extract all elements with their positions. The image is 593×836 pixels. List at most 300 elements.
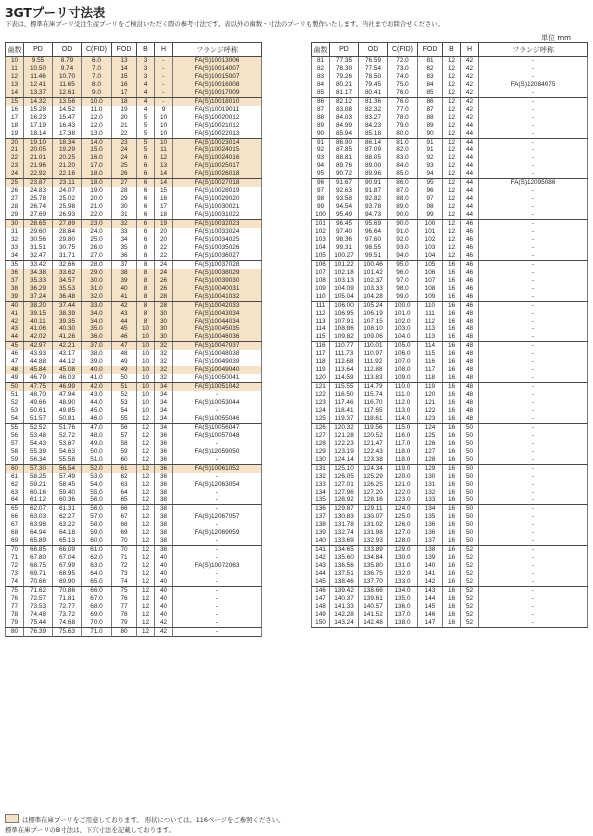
table-row: [6, 65, 262, 73]
cell-od: 112.88: [359, 366, 388, 374]
cell-fod: 84: [418, 81, 443, 89]
cell-fod: 73: [112, 570, 137, 578]
cell-h: 46: [461, 228, 479, 236]
cell-h: 10: [155, 130, 173, 138]
cell-h: 44: [461, 195, 479, 203]
table-row: [312, 554, 588, 562]
cell-pd: 98.36: [330, 236, 359, 244]
cell-flange: -: [479, 73, 588, 81]
cell-teeth: 142: [312, 554, 330, 562]
cell-flange: -: [479, 138, 588, 146]
cell-teeth: 96: [312, 179, 330, 187]
cell-teeth: 24: [6, 170, 24, 178]
cell-h: 44: [461, 138, 479, 146]
cell-od: 136.75: [359, 570, 388, 578]
cell-fod: 35: [112, 244, 137, 252]
cell-flange: -: [173, 603, 262, 611]
cell-cfid: 73.0: [388, 65, 418, 73]
table-row: [312, 333, 588, 341]
cell-od: 15.47: [53, 114, 82, 122]
cell-flange: -: [479, 481, 588, 489]
cell-b: 12: [137, 537, 155, 545]
cell-od: 121.47: [359, 440, 388, 448]
cell-flange: -: [173, 473, 262, 481]
cell-cfid: 44.0: [82, 399, 112, 407]
cell-b: 12: [443, 146, 461, 154]
cell-h: 34: [155, 383, 173, 391]
cell-cfid: 14.0: [82, 138, 112, 146]
cell-od: 19.29: [53, 146, 82, 154]
cell-fod: 80: [112, 627, 137, 636]
cell-cfid: 123.0: [388, 496, 418, 504]
cell-pd: 63.98: [24, 521, 53, 529]
cell-h: 48: [461, 333, 479, 341]
cell-cfid: 6.0: [82, 57, 112, 65]
cell-pd: 79.26: [330, 73, 359, 81]
table-row: [312, 611, 588, 619]
cell-od: 23.11: [53, 179, 82, 187]
cell-pd: 91.67: [330, 179, 359, 187]
cell-h: 42: [461, 65, 479, 73]
cell-flange: FA(S)10036027: [173, 252, 262, 260]
cell-h: 36: [155, 464, 173, 472]
cell-b: 12: [137, 464, 155, 472]
table-row: [312, 130, 588, 138]
cell-flange: -: [173, 489, 262, 497]
cell-cfid: 83.0: [388, 154, 418, 162]
cell-b: 16: [443, 277, 461, 285]
table-row: [6, 399, 262, 407]
column-header-od: OD: [359, 43, 388, 57]
cell-h: 9: [155, 106, 173, 114]
cell-fod: 124: [418, 423, 443, 431]
table-row: [6, 554, 262, 562]
cell-b: 4: [137, 89, 155, 97]
cell-b: 12: [443, 138, 461, 146]
cell-od: 104.28: [359, 293, 388, 301]
cell-pd: 41.06: [24, 325, 53, 333]
cell-pd: 39.15: [24, 310, 53, 318]
cell-cfid: 39.0: [82, 358, 112, 366]
cell-cfid: 89.0: [388, 203, 418, 211]
cell-h: 48: [461, 350, 479, 358]
cell-h: 50: [461, 521, 479, 529]
cell-teeth: 106: [312, 260, 330, 268]
cell-teeth: 93: [312, 154, 330, 162]
table-row: [6, 81, 262, 89]
cell-b: 6: [137, 154, 155, 162]
column-header-fod: FOD: [418, 43, 443, 57]
cell-pd: 119.37: [330, 415, 359, 423]
cell-teeth: 67: [6, 521, 24, 529]
cell-b: 12: [443, 73, 461, 81]
cell-cfid: 138.0: [388, 619, 418, 627]
cell-h: 42: [461, 106, 479, 114]
cell-cfid: 108.0: [388, 366, 418, 374]
table-row: [312, 529, 588, 537]
cell-pd: 114.59: [330, 374, 359, 382]
cell-fod: 39: [112, 277, 137, 285]
cell-cfid: 34.0: [82, 310, 112, 318]
cell-od: 99.51: [359, 252, 388, 260]
table-row: [6, 513, 262, 521]
cell-pd: 15.28: [24, 106, 53, 114]
cell-fod: 24: [112, 146, 137, 154]
cell-flange: -: [479, 611, 588, 619]
cell-teeth: 71: [6, 554, 24, 562]
table-row: [312, 505, 588, 513]
cell-flange: -: [479, 301, 588, 309]
cell-pd: 140.37: [330, 595, 359, 603]
table-row: [6, 325, 262, 333]
cell-pd: 83.08: [330, 106, 359, 114]
cell-flange: FA(S)12084075: [479, 81, 588, 89]
cell-teeth: 55: [6, 423, 24, 431]
cell-h: 40: [155, 603, 173, 611]
cell-pd: 139.42: [330, 586, 359, 594]
cell-od: 27.89: [53, 220, 82, 228]
table-row: [6, 578, 262, 586]
cell-b: 12: [137, 489, 155, 497]
cell-pd: 127.96: [330, 489, 359, 497]
cell-fod: 144: [418, 595, 443, 603]
cell-fod: 33: [112, 228, 137, 236]
cell-teeth: 32: [6, 236, 24, 244]
cell-pd: 78.30: [330, 65, 359, 73]
table-row: [312, 236, 588, 244]
cell-flange: -: [479, 570, 588, 578]
column-header-teeth: 歯数: [312, 43, 330, 57]
cell-fod: 109: [418, 293, 443, 301]
cell-cfid: 67.0: [82, 595, 112, 603]
cell-pd: 129.87: [330, 505, 359, 513]
table-row: [6, 203, 262, 211]
cell-pd: 128.92: [330, 496, 359, 504]
table-row: [312, 57, 588, 65]
cell-pd: 125.10: [330, 464, 359, 472]
cell-teeth: 115: [312, 333, 330, 341]
cell-od: 25.02: [53, 195, 82, 203]
column-header-od: OD: [53, 43, 82, 57]
table-row: [312, 570, 588, 578]
table-row: [312, 310, 588, 318]
cell-teeth: 17: [6, 114, 24, 122]
cell-teeth: 27: [6, 195, 24, 203]
table-row: [312, 89, 588, 97]
cell-teeth: 133: [312, 481, 330, 489]
cell-flange: FA(S)10055046: [173, 415, 262, 423]
cell-b: 3: [137, 73, 155, 81]
cell-fod: 91: [418, 146, 443, 154]
cell-fod: 123: [418, 415, 443, 423]
cell-od: 17.38: [53, 130, 82, 138]
cell-cfid: 23.0: [82, 220, 112, 228]
cell-pd: 123.19: [330, 448, 359, 456]
cell-cfid: 61.0: [82, 546, 112, 554]
cell-teeth: 91: [312, 138, 330, 146]
cell-h: 42: [155, 627, 173, 636]
cell-od: 51.76: [53, 423, 82, 431]
cell-fod: 118: [418, 374, 443, 382]
cell-pd: 28.65: [24, 220, 53, 228]
table-row: [6, 122, 262, 130]
cell-teeth: 123: [312, 399, 330, 407]
cell-fod: 134: [418, 505, 443, 513]
cell-flange: -: [173, 391, 262, 399]
cell-pd: 12.41: [24, 81, 53, 89]
cell-b: 5: [137, 122, 155, 130]
cell-flange: -: [479, 448, 588, 456]
cell-flange: FA(S)10057048: [173, 432, 262, 440]
cell-od: 28.84: [53, 228, 82, 236]
cell-fod: 75: [112, 586, 137, 594]
cell-pd: 19.10: [24, 138, 53, 146]
cell-pd: 52.52: [24, 423, 53, 431]
cell-pd: 103.13: [330, 277, 359, 285]
cell-flange: FA(S)10061052: [173, 464, 262, 472]
column-header-h: H: [461, 43, 479, 57]
cell-pd: 59.21: [24, 481, 53, 489]
cell-fod: 107: [418, 277, 443, 285]
cell-flange: FA(S)10035026: [173, 244, 262, 252]
cell-cfid: 52.0: [82, 464, 112, 472]
cell-flange: -: [479, 496, 588, 504]
cell-teeth: 52: [6, 399, 24, 407]
cell-od: 69.90: [53, 578, 82, 586]
cell-teeth: 150: [312, 619, 330, 627]
cell-fod: 54: [112, 407, 137, 415]
cell-h: 38: [155, 513, 173, 521]
cell-cfid: 19.0: [82, 187, 112, 195]
cell-pd: 37.24: [24, 293, 53, 301]
cell-flange: -: [479, 146, 588, 154]
cell-h: 32: [155, 374, 173, 382]
cell-b: 16: [443, 269, 461, 277]
cell-teeth: 109: [312, 285, 330, 293]
cell-h: 30: [155, 333, 173, 341]
cell-fod: 106: [418, 269, 443, 277]
cell-cfid: 27.0: [82, 252, 112, 260]
cell-od: 77.54: [359, 65, 388, 73]
cell-od: 119.56: [359, 423, 388, 431]
cell-od: 85.18: [359, 130, 388, 138]
cell-fod: 60: [112, 456, 137, 464]
cell-h: 44: [461, 162, 479, 170]
cell-fod: 66: [112, 505, 137, 513]
cell-h: 44: [461, 203, 479, 211]
legend-text: は標準在庫プーリをご用意しております。 形状については、116ページをご参照ください。: [22, 816, 285, 824]
cell-b: 8: [137, 318, 155, 326]
cell-flange: -: [479, 310, 588, 318]
cell-teeth: 48: [6, 366, 24, 374]
cell-h: 48: [461, 366, 479, 374]
cell-b: 16: [443, 456, 461, 464]
cell-flange: -: [479, 269, 588, 277]
cell-cfid: 117.0: [388, 440, 418, 448]
cell-b: 10: [137, 342, 155, 350]
cell-b: 10: [137, 383, 155, 391]
cell-teeth: 137: [312, 513, 330, 521]
cell-fod: 16: [112, 81, 137, 89]
cell-od: 61.31: [53, 505, 82, 513]
cell-cfid: 50.0: [82, 448, 112, 456]
table-row: [312, 586, 588, 594]
cell-flange: -: [479, 489, 588, 497]
cell-b: 10: [137, 374, 155, 382]
cell-od: 120.52: [359, 432, 388, 440]
cell-fod: 116: [418, 358, 443, 366]
cell-fod: 108: [418, 285, 443, 293]
cell-od: 12.61: [53, 89, 82, 97]
cell-teeth: 124: [312, 407, 330, 415]
cell-fod: 31: [112, 211, 137, 219]
cell-pd: 122.23: [330, 440, 359, 448]
cell-b: 16: [443, 505, 461, 513]
cell-od: 52.72: [53, 432, 82, 440]
cell-flange: -: [173, 595, 262, 603]
cell-teeth: 34: [6, 252, 24, 260]
cell-b: 6: [137, 187, 155, 195]
cell-b: 12: [443, 228, 461, 236]
cell-pd: 115.55: [330, 383, 359, 391]
cell-fod: 137: [418, 537, 443, 545]
cell-h: 52: [461, 578, 479, 586]
cell-h: 50: [461, 537, 479, 545]
cell-pd: 99.31: [330, 244, 359, 252]
cell-flange: -: [479, 57, 588, 65]
cell-h: 11: [155, 146, 173, 154]
cell-od: 110.01: [359, 342, 388, 350]
cell-flange: -: [479, 407, 588, 415]
cell-fod: 135: [418, 513, 443, 521]
table-row: [6, 432, 262, 440]
cell-cfid: 55.0: [82, 489, 112, 497]
cell-fod: 70: [112, 546, 137, 554]
cell-pd: 82.12: [330, 97, 359, 105]
cell-od: 41.26: [53, 333, 82, 341]
cell-cfid: 41.0: [82, 374, 112, 382]
cell-teeth: 69: [6, 537, 24, 545]
cell-teeth: 60: [6, 464, 24, 472]
cell-flange: FA(S)10013006: [173, 57, 262, 65]
cell-b: 12: [137, 554, 155, 562]
cell-od: 95.69: [359, 220, 388, 228]
table-row: [6, 358, 262, 366]
cell-fod: 68: [112, 521, 137, 529]
cell-cfid: 80.0: [388, 130, 418, 138]
table-row: [6, 301, 262, 309]
cell-flange: -: [479, 228, 588, 236]
cell-b: 16: [443, 562, 461, 570]
cell-teeth: 101: [312, 220, 330, 228]
cell-fod: 34: [112, 236, 137, 244]
cell-cfid: 48.0: [82, 432, 112, 440]
cell-flange: -: [173, 578, 262, 586]
cell-fod: 70: [112, 537, 137, 545]
cell-b: 3: [137, 57, 155, 65]
cell-fod: 117: [418, 366, 443, 374]
cell-b: 8: [137, 310, 155, 318]
cell-flange: -: [479, 130, 588, 138]
cell-cfid: 77.0: [388, 106, 418, 114]
cell-b: 16: [443, 366, 461, 374]
cell-cfid: 118.0: [388, 448, 418, 456]
cell-cfid: 59.0: [82, 529, 112, 537]
cell-fod: 13: [112, 57, 137, 65]
cell-teeth: 92: [312, 146, 330, 154]
table-row: [312, 562, 588, 570]
cell-h: 42: [461, 57, 479, 65]
cell-b: 12: [443, 236, 461, 244]
cell-h: 40: [155, 554, 173, 562]
cell-h: 48: [461, 342, 479, 350]
cell-cfid: 82.0: [388, 146, 418, 154]
cell-pd: 10.50: [24, 65, 53, 73]
cell-od: 42.21: [53, 342, 82, 350]
cell-pd: 73.53: [24, 603, 53, 611]
cell-fod: 127: [418, 448, 443, 456]
cell-od: 90.91: [359, 179, 388, 187]
cell-h: 42: [155, 619, 173, 627]
cell-teeth: 45: [6, 342, 24, 350]
cell-flange: -: [479, 122, 588, 130]
cell-flange: -: [173, 570, 262, 578]
cell-teeth: 70: [6, 546, 24, 554]
cell-fod: 72: [112, 562, 137, 570]
cell-flange: FA(S)10049039: [173, 358, 262, 366]
cell-h: 44: [461, 130, 479, 138]
cell-od: 35.53: [53, 285, 82, 293]
cell-h: 48: [461, 399, 479, 407]
cell-cfid: 105.0: [388, 342, 418, 350]
cell-b: 16: [443, 473, 461, 481]
cell-b: 6: [137, 203, 155, 211]
table-row: [312, 81, 588, 89]
cell-b: 16: [443, 489, 461, 497]
column-header-fod: FOD: [112, 43, 137, 57]
cell-teeth: 113: [312, 318, 330, 326]
cell-pd: 104.09: [330, 285, 359, 293]
cell-od: 89.00: [359, 162, 388, 170]
cell-od: 135.80: [359, 562, 388, 570]
cell-teeth: 58: [6, 448, 24, 456]
cell-pd: 30.56: [24, 236, 53, 244]
legend: [5, 814, 285, 824]
cell-od: 137.70: [359, 578, 388, 586]
cell-h: 44: [461, 146, 479, 154]
table-row: [6, 415, 262, 423]
cell-flange: -: [479, 603, 588, 611]
cell-flange: FA(S)10047037: [173, 342, 262, 350]
cell-b: 16: [443, 383, 461, 391]
cell-cfid: 11.0: [82, 106, 112, 114]
cell-fod: 65: [112, 496, 137, 504]
cell-h: -: [155, 97, 173, 105]
cell-teeth: 98: [312, 195, 330, 203]
cell-teeth: 66: [6, 513, 24, 521]
cell-b: 12: [443, 114, 461, 122]
cell-teeth: 122: [312, 391, 330, 399]
cell-fod: 132: [418, 489, 443, 497]
cell-b: 12: [443, 170, 461, 178]
table-row: [6, 603, 262, 611]
cell-h: 44: [461, 187, 479, 195]
cell-od: 70.86: [53, 586, 82, 594]
cell-pd: 34.38: [24, 269, 53, 277]
cell-od: 116.70: [359, 399, 388, 407]
table-row: [312, 448, 588, 456]
cell-flange: FA(S)10019011: [173, 106, 262, 114]
